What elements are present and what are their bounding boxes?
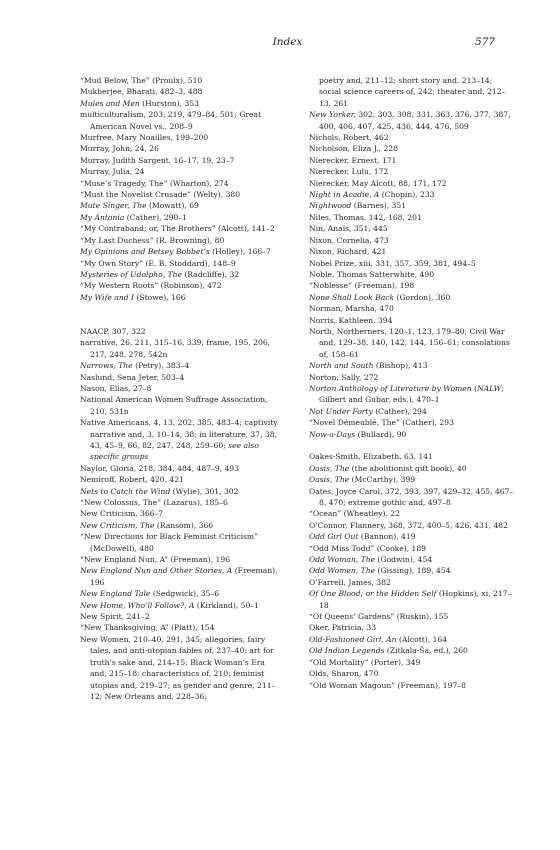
entry-text: Nemiroff, Robert, 420, 421 — [80, 475, 184, 485]
index-entry — [80, 474, 280, 485]
entry-title-italic: New England Tale — [80, 589, 151, 599]
index-entry — [309, 155, 514, 166]
entry-text: poetry and, 211–12; short story and, 213–14; social science careers of, 242; theater and, 212–13, 261 — [319, 76, 506, 108]
entry-title-italic: Mules and Men — [80, 98, 140, 108]
index-entry — [309, 246, 514, 257]
index-entry — [309, 189, 514, 200]
index-entry — [309, 417, 514, 428]
index-entry — [309, 315, 514, 326]
entry-title-italic: Of One Blood; or the Hidden Self — [309, 589, 437, 599]
entry-text: National American Women Suffrage Association, 210, 531n — [80, 395, 268, 416]
entry-title-italic: My Ántonia — [80, 212, 125, 222]
entry-text: O’Connor, Flannery, 368, 372, 400–5, 426, 431, 482 — [309, 520, 508, 530]
index-entry — [309, 668, 514, 679]
entry-text: “My Contraband; or, The Brothers” (Alcott), 141–2 — [80, 224, 275, 234]
entry-text: narrative, 26, 211, 315–16, 339; frame, 195, 206, 217, 248, 278, 542n — [80, 338, 271, 359]
entry-text: “Of Queens’ Gardens” (Ruskin), 155 — [309, 612, 449, 622]
entry-title-italic: Nightwood — [309, 201, 352, 211]
index-entry — [80, 132, 280, 143]
index-entry — [309, 223, 514, 234]
index-entry — [80, 212, 280, 223]
entry-text: (Ransom), 366 — [154, 520, 214, 530]
entry-text: Nichols, Robert, 462 — [309, 133, 389, 143]
index-entry — [309, 383, 514, 406]
entry-title-italic: Old-Fashioned Girl, An — [309, 634, 397, 644]
entry-title-italic: Narrows, The — [80, 361, 133, 371]
index-entry — [80, 497, 280, 508]
entry-text: Nierecker, Lulu, 172 — [309, 167, 389, 177]
index-entry — [309, 474, 514, 485]
entry-text: “Must the Novelist Crusade” (Welty), 380 — [80, 190, 241, 200]
entry-text: “New Colossus, The” (Lazarus), 185–6 — [80, 498, 228, 508]
entry-text: Nobel Prize, xiii, 331, 357, 359, 381, 494–5 — [309, 258, 476, 268]
index-entry — [309, 520, 514, 531]
entry-title-italic: New Yorker, — [309, 110, 356, 120]
index-entry — [80, 588, 280, 599]
entry-title-italic: Not Under Forty — [309, 406, 373, 416]
entry-text: Nierecker, May Alcott, 88, 171, 172 — [309, 178, 447, 188]
index-entry — [309, 554, 514, 565]
entry-text: “Mud Below, The” (Proulx), 510 — [80, 76, 203, 85]
index-entry — [80, 417, 280, 463]
index-entry — [80, 531, 280, 554]
index-entry — [309, 645, 514, 656]
entry-text: ; Gilbert and Gubar, eds.), 470–1 — [319, 383, 504, 405]
entry-title-italic: Nets to Catch the Wind — [80, 486, 171, 496]
index-entry — [309, 235, 514, 246]
entry-text: multiculturalism, 203, 219, 479–84, 501; Great American Novel vs., 208–9 — [80, 110, 262, 131]
index-entry — [80, 200, 280, 211]
entry-text: (Barnes), 351 — [351, 201, 407, 211]
index-entry — [309, 178, 514, 189]
entry-title-italic: Odd Woman, The — [309, 555, 376, 565]
entry-text: Oakes-Smith, Elizabeth, 63, 141 — [309, 452, 433, 462]
entry-title-italic: New England Nun and Other Stories, A — [80, 566, 233, 576]
index-entry — [309, 680, 514, 691]
running-title: Index — [272, 36, 303, 48]
index-entry — [80, 622, 280, 633]
entry-text: Nixon, Richard, 421 — [309, 247, 387, 257]
index-column-right — [309, 75, 514, 691]
entry-text: O’Farrell, James, 382 — [309, 577, 391, 587]
index-entry — [309, 166, 514, 177]
page-number: 577 — [474, 36, 495, 48]
entry-text: (Hurston), 353 — [139, 98, 199, 108]
entry-title-italic: Odd Girl Out — [309, 532, 359, 542]
entry-text: “Muse’s Tragedy, The” (Wharton), 274 — [80, 178, 229, 188]
entry-text: (Petry), 383–4 — [132, 361, 190, 371]
index-entry — [80, 178, 280, 189]
index-entry — [80, 143, 280, 154]
index-entry — [309, 588, 514, 611]
running-header — [80, 34, 495, 50]
entry-title-italic: Odd Women, The — [309, 566, 376, 576]
index-entry — [80, 508, 280, 519]
entry-text: Niles, Thomas, 142, 168, 201 — [309, 212, 422, 222]
entry-text: “Noblesse” (Freeman), 198 — [309, 281, 415, 291]
index-entry — [80, 337, 280, 360]
entry-text: (Cather), 290–1 — [124, 212, 188, 222]
index-entry — [80, 98, 280, 109]
entry-text: (Godwin), 454 — [375, 555, 433, 565]
index-entry — [309, 543, 514, 554]
entry-text: Nixon, Cornelia, 473 — [309, 235, 389, 245]
entry-text: (Freeman), 196 — [90, 566, 278, 587]
index-entry — [309, 486, 514, 509]
entry-text: (Mowatt), 69 — [146, 201, 199, 211]
index-entry — [80, 86, 280, 97]
entry-title-italic: Mysteries of Udolpho, The — [80, 269, 183, 279]
entry-text: 302, 303, 308, 331, 363, 376, 377, 387, 400, 406, 407, 425, 436, 444, 476, 509 — [319, 110, 511, 131]
entry-title-italic: New Home, Who’ll Follow?, A — [80, 600, 195, 610]
index-entry — [309, 109, 514, 132]
index-entry — [309, 634, 514, 645]
entry-text: New Criticism, 366–7 — [80, 509, 164, 519]
entry-text: (Bishop), 413 — [373, 361, 428, 371]
index-entry — [80, 280, 280, 291]
index-entry — [80, 383, 280, 394]
index-entry — [80, 155, 280, 166]
index-entry — [309, 565, 514, 576]
entry-text: Nason, Elias, 27–8 — [80, 383, 152, 393]
index-entry — [309, 132, 514, 143]
index-entry — [309, 508, 514, 519]
entry-text: Nin, Anaïs, 351, 445 — [309, 224, 388, 234]
index-entry — [80, 75, 280, 86]
entry-text: “My Western Roots” (Robinson), 472 — [80, 281, 222, 291]
index-entry — [309, 143, 514, 154]
index-entry — [80, 600, 280, 611]
index-entry — [80, 394, 280, 417]
entry-title-italic: None Shall Look Back — [309, 292, 395, 302]
index-entry — [309, 657, 514, 668]
entry-text: “My Last Duchess” (R. Browning), 80 — [80, 235, 225, 245]
entry-text: (Radcliffe), 32 — [182, 269, 240, 279]
index-entry — [309, 75, 514, 109]
entry-text: NAACP, 307, 322 — [80, 326, 146, 336]
entry-text: (Holley), 166–7 — [209, 247, 271, 257]
entry-text: (Wylie), 301, 302 — [170, 486, 239, 496]
index-entry — [80, 463, 280, 474]
entry-text: (McCarthy), 399 — [349, 475, 416, 485]
entry-text: New Spirit, 241–2 — [80, 612, 150, 622]
entry-text: (Stowe), 166 — [134, 292, 186, 302]
index-entry — [309, 303, 514, 314]
entry-title-italic: Norton Anthology of Literature by Women — [309, 383, 472, 393]
index-entry — [309, 292, 514, 303]
index-entry — [80, 246, 280, 257]
entry-text: Murray, Julia, 24 — [80, 167, 145, 177]
index-entry — [309, 429, 514, 440]
index-entry — [309, 212, 514, 223]
index-entry — [80, 292, 280, 303]
entry-text: Murray, John, 24, 26 — [80, 144, 159, 154]
entry-text: (the abolitionist gift book), 40 — [349, 463, 467, 473]
entry-text: (Cather), 294 — [372, 406, 427, 416]
index-entry — [80, 565, 280, 588]
entry-text: “New England Nun, A” (Freeman), 196 — [80, 555, 231, 565]
section-gap — [80, 303, 280, 326]
entry-text: “Ocean” (Wheatley), 22 — [309, 509, 400, 519]
entry-title-italic: Night in Acadie, A — [309, 190, 380, 200]
entry-text: (Sedgwick), 35–6 — [150, 589, 220, 599]
index-entry — [309, 611, 514, 622]
index-entry — [80, 189, 280, 200]
entry-text: Nierecker, Ernest, 171 — [309, 155, 397, 165]
entry-text: “New Directions for Black Feminist Criticism” (McDowell), 480 — [80, 532, 258, 553]
entry-text: Oates, Joyce Carol, 372, 393, 397, 429–32, 455, 467–8, 470; extreme gothic and, 497–8 — [309, 486, 514, 508]
entry-text: Naslund, Sena Jeter, 503–4 — [80, 372, 185, 382]
entry-title-italic: NALW — [477, 383, 502, 393]
index-column-left — [80, 75, 280, 702]
entry-text: (Bannon), 419 — [358, 532, 416, 542]
index-entry — [80, 486, 280, 497]
entry-text: “Novel Démeublé, The” (Cather), 293 — [309, 418, 454, 428]
entry-text: Nicholson, Eliza J., 228 — [309, 144, 398, 154]
index-entry — [80, 269, 280, 280]
index-entry — [309, 280, 514, 291]
entry-title-italic: North and South — [309, 361, 374, 371]
index-entry — [309, 531, 514, 542]
entry-text: “My Own Story” (E. B. Stoddard), 148–9 — [80, 258, 236, 268]
index-entry — [309, 326, 514, 360]
index-entry — [80, 326, 280, 337]
index-entry — [80, 223, 280, 234]
index-entry — [80, 235, 280, 246]
index-entry — [309, 269, 514, 280]
entry-text: (Alcott), 164 — [396, 634, 448, 644]
index-entry — [80, 611, 280, 622]
entry-title-italic: see also specific groups — [90, 440, 259, 462]
entry-text: Olds, Sharon, 470 — [309, 669, 379, 679]
entry-title-italic: My Opinions and Betsey Bobbet’s — [80, 247, 210, 257]
entry-title-italic: Oasis, The — [309, 475, 350, 485]
index-entry — [80, 360, 280, 371]
entry-text: “Old Mortality” (Porter), 349 — [309, 657, 421, 667]
entry-title-italic: Oasis, The — [309, 463, 350, 473]
entry-text: (Gordon), 360 — [394, 292, 451, 302]
index-entry — [80, 109, 280, 132]
entry-text: (Chopin), 233 — [379, 190, 435, 200]
index-entry — [309, 200, 514, 211]
entry-text: Murfree, Mary Noailles, 199–200 — [80, 133, 209, 143]
index-entry — [309, 406, 514, 417]
index-entry — [80, 258, 280, 269]
entry-text: Norris, Kathleen, 394 — [309, 315, 393, 325]
entry-text: Oker, Patricia, 33 — [309, 623, 377, 633]
index-entry — [80, 372, 280, 383]
index-entry — [309, 451, 514, 462]
entry-text: (Gissing), 189, 454 — [375, 566, 451, 576]
entry-text: (Zitkala-Ša, ed.), 260 — [384, 646, 468, 656]
entry-text: “Odd Miss Todd” (Cooke), 189 — [309, 543, 427, 553]
entry-title-italic: My Wife and I — [80, 292, 134, 302]
entry-title-italic: New Criticism, The — [80, 520, 155, 530]
index-entry — [309, 622, 514, 633]
entry-text: Mukherjee, Bharati, 482–3, 488 — [80, 87, 203, 97]
entry-text: Naylor, Gloria, 218, 384, 484, 487–9, 493 — [80, 463, 239, 473]
index-entry — [80, 634, 280, 702]
entry-text: Norman, Marsha, 470 — [309, 304, 394, 314]
index-entry — [309, 258, 514, 269]
entry-text: North, Northerners, 120–1, 123, 179–80; Civil War and, 129–38, 140, 142, 144, 156–61; consolations of, 158–61 — [309, 326, 510, 359]
index-entry — [309, 463, 514, 474]
index-entry — [309, 577, 514, 588]
index-entry — [80, 166, 280, 177]
entry-text: (Hopkins), xi, 217–18 — [319, 589, 512, 610]
index-entry — [80, 520, 280, 531]
index-entry — [309, 372, 514, 383]
section-gap — [309, 440, 514, 451]
entry-text: Norton, Sally, 272 — [309, 372, 379, 382]
index-entry — [80, 554, 280, 565]
entry-text: Murray, Judith Sargent, 16–17, 19, 23–7 — [80, 155, 235, 165]
entry-text: (Kirkland), 50–1 — [194, 600, 259, 610]
entry-text: Noble, Thomas Satterwhite, 490 — [309, 269, 435, 279]
entry-title-italic: Mute Singer, The — [80, 201, 147, 211]
entry-text: Native Americans, 4, 13, 202, 385, 483–4; captivity narrative and, 3, 10–14, 38; in literature, 37, 38, 43, 45–9, 66, 82, 247, 248, 259–60; — [80, 418, 278, 450]
entry-text: (Bullard), 90 — [355, 429, 407, 439]
entry-text: New Women, 210–40, 291, 345; allegories, fairy tales, and anti-utopian fables of, 237–40; art for truth’s sake and, 214–15; Black Woman’s Era and, 215–18; characteristics of, 210; feminist utopias and, 219–27; as gender and genre, 211–12; New Orleans and, 228–36; — [80, 634, 276, 701]
index-entry — [309, 360, 514, 371]
entry-title-italic: Old Indian Legends — [309, 646, 385, 656]
entry-text: ( — [471, 383, 478, 393]
entry-text: “Old Woman Magoun” (Freeman), 197–8 — [309, 680, 466, 690]
entry-title-italic: Now-a-Days — [309, 429, 356, 439]
entry-text: “New Thanksgiving, A” (Piatt), 154 — [80, 623, 215, 633]
